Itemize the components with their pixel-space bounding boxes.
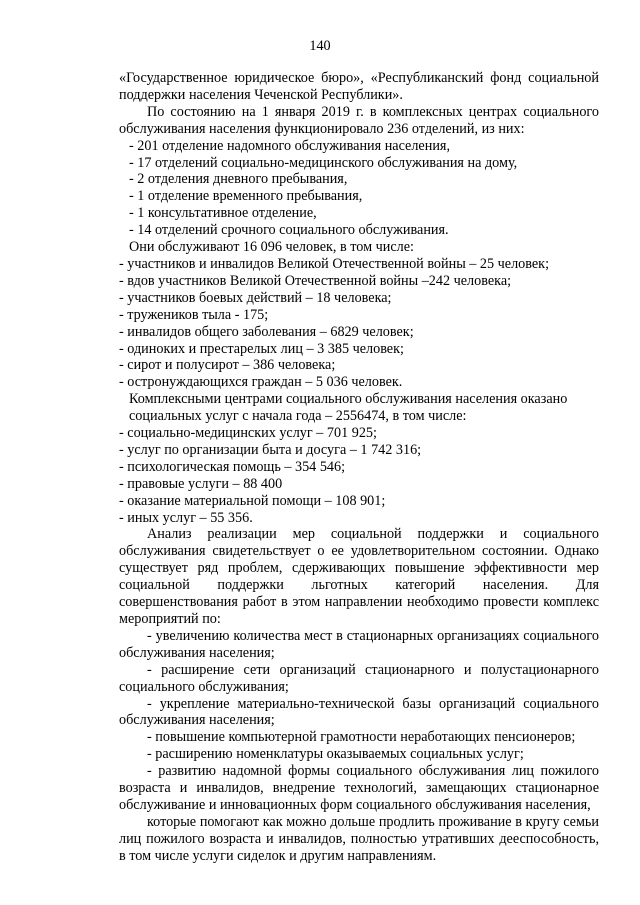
page-number: 140 xyxy=(309,38,331,54)
paragraph: Комплексными центрами социального обслуживания населения оказано социальных услуг с начала года – 2556474, в том числе: xyxy=(129,391,568,425)
list-item: - остронуждающихся граждан – 5 036 человек. xyxy=(119,374,403,391)
served-list xyxy=(119,256,599,391)
list-item: - сирот и полусирот – 386 человека; xyxy=(119,357,336,374)
list-item: - 1 отделение временного пребывания, xyxy=(129,188,363,205)
list-item: - 201 отделение надомного обслуживания населения, xyxy=(129,137,450,154)
measures-list xyxy=(119,628,599,814)
list-item: - расширению номенклатуры оказываемых социальных услуг; xyxy=(147,746,524,763)
list-item: - социально-медицинских услуг – 701 925; xyxy=(119,425,377,442)
departments-list xyxy=(119,138,599,239)
paragraph: «Государственное юридическое бюро», «Республиканский фонд социальной поддержки населения Чеченской Республики». xyxy=(119,70,599,103)
list-item: - тружеников тыла - 175; xyxy=(119,306,269,323)
paragraph: которые помогают как можно дольше продлить проживание в кругу семьи лиц пожилого возраста и инвалидов, полностью утративших дееспособность, в том числе услуги сиделок и другим направлениям. xyxy=(119,813,599,864)
list-item: - увеличению количества мест в стационарных организациях социального обслуживания населения; xyxy=(119,627,599,661)
list-item: - 2 отделения дневного пребывания, xyxy=(129,171,348,188)
list-item: - одиноких и престарелых лиц – 3 385 человек; xyxy=(119,340,404,357)
paragraph: По состоянию на 1 января 2019 г. в комплексных центрах социального обслуживания населения функционировало 236 отделений, из них: xyxy=(119,103,599,137)
list-item: - участников боевых действий – 18 человека; xyxy=(119,289,392,306)
list-item: - вдов участников Великой Отечественной войны –242 человека; xyxy=(119,272,512,289)
page-body xyxy=(119,70,599,865)
list-item: - 14 отделений срочного социального обслуживания. xyxy=(129,222,449,239)
list-item: - психологическая помощь – 354 546; xyxy=(119,458,346,475)
list-item: - укрепление материально-технической базы организаций социального обслуживания населения; xyxy=(119,695,599,729)
list-item: - 1 консультативное отделение, xyxy=(129,205,317,222)
list-item: - повышение компьютерной грамотности неработающих пенсионеров; xyxy=(147,729,576,746)
list-item: - инвалидов общего заболевания – 6829 человек; xyxy=(119,323,414,340)
list-item: - развитию надомной формы социального обслуживания лиц пожилого возраста и инвалидов, внедрение технологий, замещающих стационарное обслуживание и инновационных форм социального обслуживания населения, xyxy=(119,763,599,813)
list-item: - оказание материальной помощи – 108 901; xyxy=(119,492,386,509)
list-item: - правовые услуги – 88 400 xyxy=(119,475,283,492)
list-item: - услуг по организации быта и досуга – 1 742 316; xyxy=(119,441,422,458)
paragraph: Анализ реализации мер социальной поддержки и социального обслуживания свидетельствует о ее удовлетворительном состоянии. Однако существует ряд проблем, сдерживающих повышение эффективности мер социальной поддержки льготных категорий населения. Для совершенствования работ в этом направлении необходимо провести комплекс мероприятий по: xyxy=(119,526,599,627)
list-item: - иных услуг – 55 356. xyxy=(119,509,253,526)
list-item: - участников и инвалидов Великой Отечественной войны – 25 человек; xyxy=(119,255,550,272)
paragraph: Они обслуживают 16 096 человек, в том числе: xyxy=(129,239,414,256)
list-item: - расширение сети организаций стационарного и полустационарного социального обслуживания; xyxy=(119,661,599,695)
list-item: - 17 отделений социально-медицинского обслуживания на дому, xyxy=(129,154,518,171)
services-list xyxy=(119,425,599,526)
